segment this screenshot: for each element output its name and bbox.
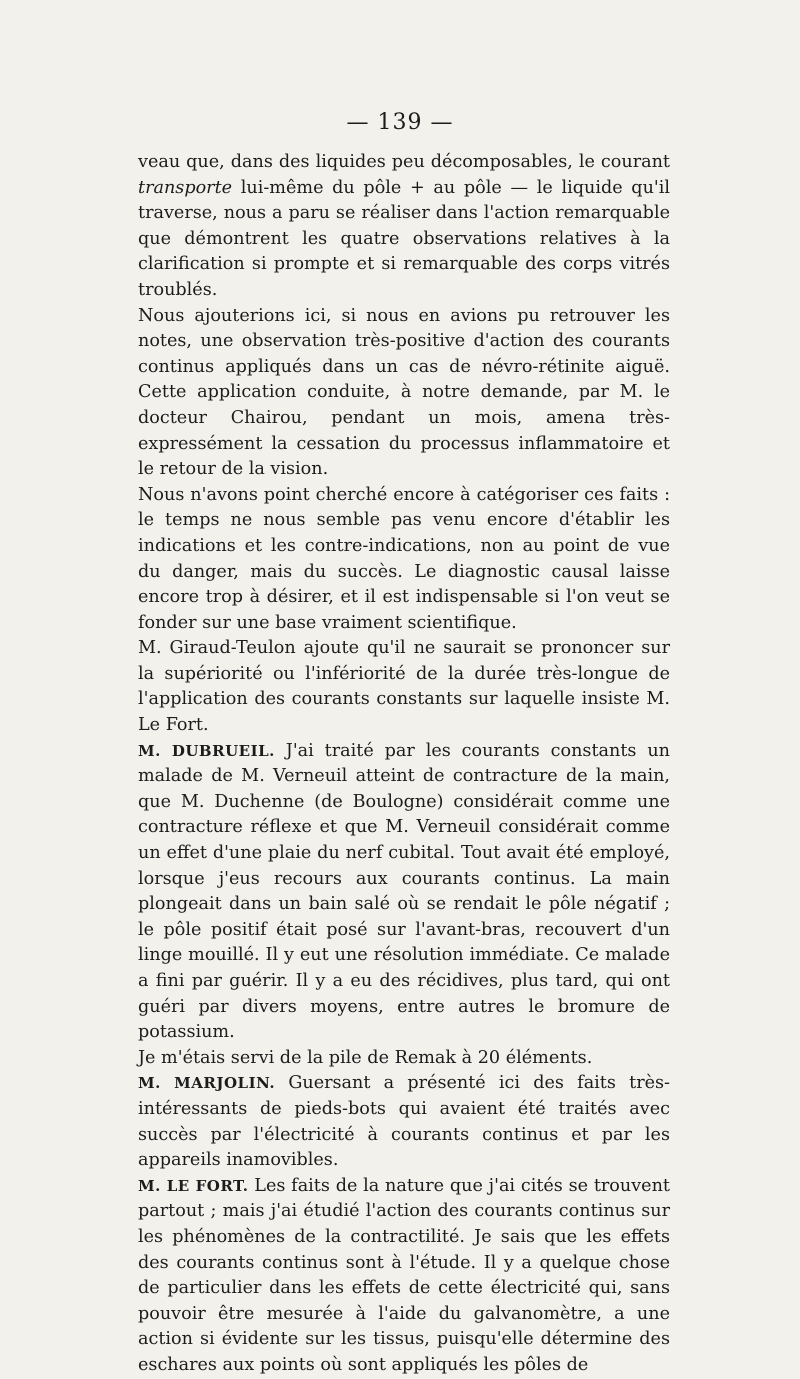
paragraph-6: Je m'étais servi de la pile de Remak à 20 éléments.	[138, 1047, 593, 1068]
page-number: — 139 —	[346, 110, 454, 135]
body-text	[138, 150, 670, 1379]
paragraph-8-text: Les faits de la nature que j'ai cités se trouvent partout ; mais j'ai étudié l'action des courants continus sur les phénomènes de la contractilité. Je sais que les effets des courants continus sont à l'étude. Il y a quelque chose de particulier dans les effets de cette électricité qui, sans pouvoir être mesurée à l'aide du galvanomètre, a une action si évidente sur les tissus, puisqu'elle détermine des eschares aux points où sont appliqués les pôles de	[138, 1175, 670, 1375]
speaker-marjolin: M. MARJOLIN.	[138, 1074, 276, 1093]
paragraph-2: Nous ajouterions ici, si nous en avions pu retrouver les notes, une observation très-positive d'action des courants continus appliqués dans un cas de névro-rétinite aiguë. Cette application conduite, à notre demande, par M. le docteur Chairou, pendant un mois, amena très-expressément la cessation du processus inflammatoire et le retour de la vision.	[138, 305, 670, 480]
paragraph-5-text: J'ai traité par les courants constants un malade de M. Verneuil atteint de contracture de la main, que M. Duchenne (de Boulogne) considérait comme une contracture réflexe et que M. Verneuil considérait comme un effet d'une plaie du nerf cubital. Tout avait été employé, lorsque j'eus recours aux courants continus. La main plongeait dans un bain salé où se rendait le pôle négatif ; le pôle positif était posé sur l'avant-bras, recouvert d'un linge mouillé. Il y eut une résolution immédiate. Ce malade a fini par guérir. Il y a eu des récidives, plus tard, qui ont guéri par divers moyens, entre autres le bromure de potassium.	[138, 740, 670, 1043]
paragraph-1-emphasis: transporte	[138, 177, 233, 198]
paragraph-5	[138, 739, 670, 1046]
speaker-dubreuil: M. DUBRUEIL.	[138, 741, 275, 760]
paragraph-1-text-before: veau que, dans des liquides peu décomposables, le courant	[138, 152, 670, 172]
paragraph-7	[138, 1071, 670, 1173]
paragraph-1	[138, 150, 670, 304]
paragraph-4: M. Giraud-Teulon ajoute qu'il ne saurait se prononcer sur la supériorité ou l'infériorité de la durée très-longue de l'application des courants constants sur laquelle insiste M. Le Fort.	[138, 638, 670, 736]
speaker-le-fort: M. LE FORT.	[138, 1176, 249, 1195]
paragraph-7-text: Guersant a présenté ici des faits très-intéressants de pieds-bots qui avaient été traités avec succès par l'électricité à courants continus et par les appareils inamovibles.	[138, 1073, 670, 1171]
paragraph-1-text-after: lui-même du pôle + au pôle — le liquide qu'il traverse, nous a paru se réaliser dans l'action remarquable que démontrent les quatre observations relatives à la clarification si prompte et si remarquable des corps vitrés troublés.	[138, 177, 670, 300]
paragraph-3: Nous n'avons point cherché encore à catégoriser ces faits : le temps ne nous semble pas venu encore d'établir les indications et les contre-indications, non au point de vue du danger, mais du succès. Le diagnostic causal laisse encore trop à désirer, et il est indispensable si l'on veut se fonder sur une base vraiment scientifique.	[138, 484, 670, 633]
